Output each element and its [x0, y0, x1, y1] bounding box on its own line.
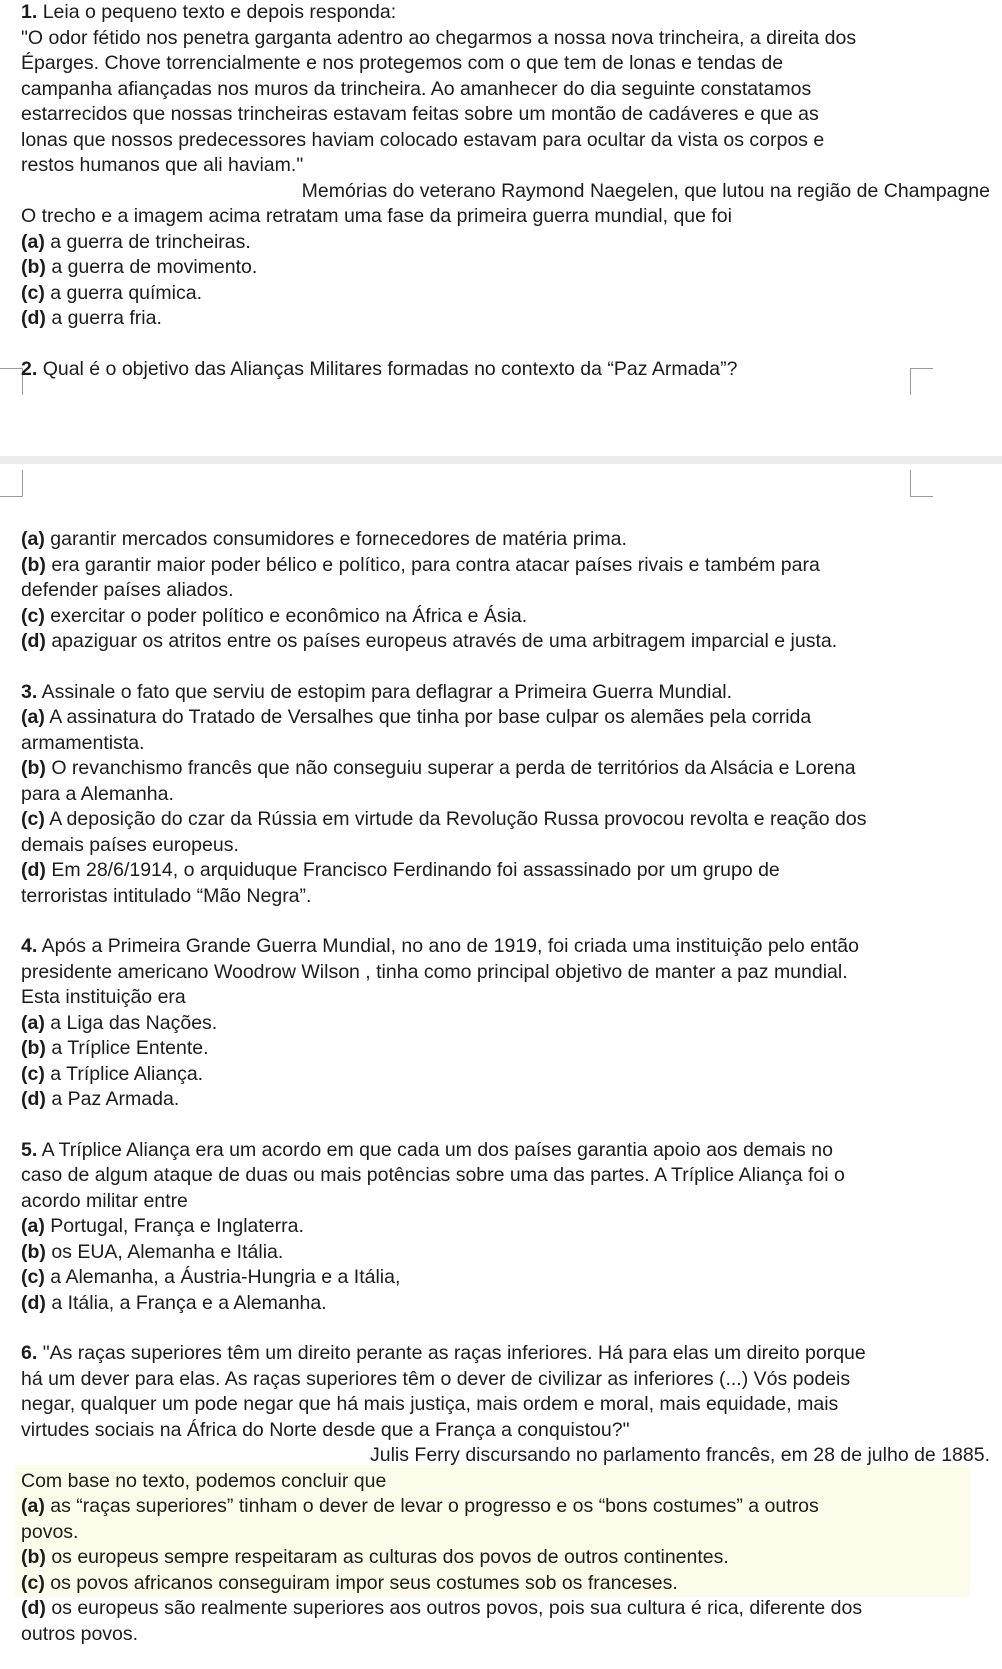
option-d[interactable]	[21, 306, 994, 332]
question-3	[21, 680, 994, 910]
question-prompt: A Tríplice Aliança era um acordo em que cada um dos países garantia apoio aos demais no	[41, 1138, 833, 1161]
option-text: a guerra de movimento.	[51, 256, 258, 278]
question-prompt-line: presidente americano Woodrow Wilson , tinha como principal objetivo de manter a paz mundial.	[21, 960, 848, 983]
option-letter: (c)	[21, 604, 45, 627]
option-text: A deposição do czar da Rússia em virtude da Revolução Russa provocou revolta e reação dos	[49, 808, 867, 830]
option-text: a guerra de trincheiras.	[50, 230, 251, 253]
option-c[interactable]	[21, 1062, 994, 1088]
option-letter: (a)	[21, 1011, 45, 1034]
question-prompt-line: acordo militar entre	[21, 1189, 188, 1212]
option-text-continued: povos.	[21, 1520, 79, 1543]
option-letter: (b)	[21, 256, 46, 278]
quote-line: lonas que nossos predecessores haviam colocado estavam para ocultar da vista os corpos e	[21, 128, 825, 151]
question-5	[21, 1138, 994, 1317]
option-b[interactable]	[21, 1036, 994, 1062]
question-number: 3.	[21, 680, 38, 703]
option-text-continued: armamentista.	[21, 731, 145, 754]
option-a[interactable]	[21, 705, 994, 731]
quote-line: negar, qualquer um pode negar que há mais justiça, mais ordem e moral, mais equidade, mais	[21, 1393, 839, 1415]
option-text: garantir mercados consumidores e fornecedores de matéria prima.	[50, 528, 627, 550]
option-c[interactable]	[21, 281, 994, 307]
question-number: 5.	[21, 1138, 38, 1161]
option-letter: (b)	[21, 1240, 46, 1263]
option-b[interactable]	[21, 756, 994, 782]
option-letter: (b)	[21, 757, 46, 779]
option-b[interactable]	[21, 1240, 994, 1266]
worksheet-part-1	[21, 0, 994, 382]
quote-line: "As raças superiores têm um direito perante as raças inferiores. Há para elas um direito porque	[42, 1342, 866, 1364]
question-2-options	[21, 527, 994, 655]
option-a[interactable]	[21, 1494, 994, 1520]
question-prompt-line: Esta instituição era	[21, 986, 186, 1008]
option-text: Em 28/6/1914, o arquiduque Francisco Ferdinando foi assassinado por um grupo de	[51, 859, 780, 881]
question-number: 6.	[21, 1342, 38, 1364]
option-text-continued: terroristas intitulado “Mão Negra”.	[21, 884, 312, 907]
option-c[interactable]	[21, 807, 994, 833]
option-letter: (b)	[21, 553, 46, 576]
question-prompt: Após a Primeira Grande Guerra Mundial, no ano de 1919, foi criada uma instituição pelo então	[41, 935, 859, 957]
question-1	[21, 0, 994, 332]
question-6	[21, 1341, 994, 1647]
option-text: os europeus são realmente superiores aos outros povos, pois sua cultura é rica, diferente dos	[51, 1597, 863, 1619]
option-text: a Tríplice Entente.	[51, 1037, 209, 1059]
option-a[interactable]	[21, 230, 994, 256]
option-text-continued: demais países europeus.	[21, 833, 239, 856]
quote-line: virtudes sociais na África do Norte desde que a França a conquistou?"	[21, 1418, 630, 1441]
question-number: 1.	[21, 1, 38, 23]
option-letter: (d)	[21, 859, 46, 881]
option-text: a Tríplice Aliança.	[50, 1062, 204, 1085]
question-prompt: Com base no texto, podemos concluir que	[21, 1469, 387, 1492]
worksheet-part-2	[21, 527, 994, 1647]
option-letter: (a)	[21, 528, 45, 550]
option-text-continued: para a Alemanha.	[21, 782, 174, 805]
option-letter: (b)	[21, 1546, 46, 1568]
question-number: 2.	[21, 357, 38, 380]
option-a[interactable]	[21, 1011, 994, 1037]
option-letter: (d)	[21, 1291, 46, 1314]
option-letter: (d)	[21, 1088, 46, 1110]
option-text: a Alemanha, a Áustria-Hungria e a Itália,	[50, 1266, 401, 1288]
option-text: era garantir maior poder bélico e político, para contra atacar países rivais e também para	[51, 553, 820, 576]
option-text-continued: outros povos.	[21, 1622, 139, 1645]
option-letter: (d)	[21, 307, 46, 329]
option-text: as “raças superiores” tinham o dever de levar o progresso e os “bons costumes” a outros	[50, 1495, 819, 1517]
option-a[interactable]	[21, 1214, 994, 1240]
question-prompt: Qual é o objetivo das Alianças Militares formadas no contexto da “Paz Armada”?	[42, 357, 738, 380]
page-divider	[0, 456, 1002, 464]
quote-line: "O odor fétido nos penetra garganta adentro ao chegarmos a nossa nova trincheira, a direita dos	[21, 26, 857, 49]
option-letter: (b)	[21, 1037, 46, 1059]
option-text-continued: defender países aliados.	[21, 579, 234, 601]
option-a[interactable]	[21, 527, 994, 553]
option-letter: (a)	[21, 230, 45, 253]
option-text: a guerra química.	[50, 281, 203, 304]
option-letter: (c)	[21, 808, 45, 830]
option-c[interactable]	[21, 1571, 994, 1597]
question-prompt: Assinale o fato que serviu de estopim para deflagrar a Primeira Guerra Mundial.	[41, 680, 733, 703]
question-text: Leia o pequeno texto e depois responda:	[42, 1, 397, 23]
question-4	[21, 934, 994, 1113]
option-letter: (c)	[21, 1266, 45, 1288]
question-prompt-line: caso de algum ataque de duas ou mais potências sobre uma das partes. A Tríplice Aliança foi o	[21, 1164, 845, 1186]
option-text: os EUA, Alemanha e Itália.	[51, 1240, 284, 1263]
crop-corner-bottom-left	[0, 470, 23, 497]
option-text: a Paz Armada.	[51, 1088, 180, 1110]
option-d[interactable]	[21, 1596, 994, 1622]
crop-corner-top-left	[0, 368, 23, 395]
quote-line: Éparges. Chove torrencialmente e nos protegemos com o que tem de lonas e tendas de	[21, 52, 784, 74]
quote-line: estarrecidos que nossas trincheiras estavam feitas sobre um montão de cadáveres e que as	[21, 103, 819, 125]
option-c[interactable]	[21, 604, 994, 630]
option-letter: (a)	[21, 1215, 45, 1237]
option-b[interactable]	[21, 255, 994, 281]
option-text: exercitar o poder político e econômico na África e Ásia.	[50, 604, 528, 627]
option-text: os povos africanos conseguiram impor seus costumes sob os franceses.	[50, 1571, 678, 1594]
quote-line: restos humanos que ali haviam."	[21, 154, 304, 176]
option-text: Portugal, França e Inglaterra.	[50, 1215, 304, 1237]
option-d[interactable]	[21, 1087, 994, 1113]
option-d[interactable]	[21, 629, 994, 655]
question-2-header	[21, 357, 994, 383]
quote-attribution: Memórias do veterano Raymond Naegelen, que lutou na região de Champagne	[301, 179, 990, 202]
option-letter: (c)	[21, 281, 45, 304]
option-letter: (d)	[21, 1597, 46, 1619]
option-text: O revanchismo francês que não conseguiu superar a perda de territórios da Alsácia e Lorena	[51, 757, 856, 779]
option-letter: (a)	[21, 706, 45, 728]
option-b[interactable]	[21, 1545, 994, 1571]
option-letter: (d)	[21, 630, 46, 652]
option-text: A assinatura do Tratado de Versalhes que tinha por base culpar os alemães pela corrida	[49, 706, 812, 728]
option-text: a Itália, a França e a Alemanha.	[51, 1291, 327, 1314]
option-b[interactable]	[21, 553, 994, 579]
quote-line: há um dever para elas. As raças superiores têm o dever de civilizar as inferiores (...) Vós podeis	[21, 1367, 851, 1390]
quote-attribution: Julis Ferry discursando no parlamento francês, em 28 de julho de 1885.	[369, 1444, 990, 1466]
option-d[interactable]	[21, 1291, 994, 1317]
question-number: 4.	[21, 935, 38, 957]
option-text: os europeus sempre respeitaram as culturas dos povos de outros continentes.	[51, 1546, 729, 1568]
option-letter: (c)	[21, 1571, 45, 1594]
option-text: a Liga das Nações.	[50, 1011, 218, 1034]
option-text: apaziguar os atritos entre os países europeus através de uma arbitragem imparcial e justa.	[51, 630, 838, 652]
quote-line: campanha afiançadas nos muros da trincheira. Ao amanhecer do dia seguinte constatamos	[21, 77, 812, 100]
option-c[interactable]	[21, 1265, 994, 1291]
option-text: a guerra fria.	[51, 307, 162, 329]
crop-corner-bottom-right	[910, 470, 933, 497]
option-letter: (a)	[21, 1495, 45, 1517]
question-prompt: O trecho e a imagem acima retratam uma fase da primeira guerra mundial, que foi	[21, 205, 732, 227]
option-d[interactable]	[21, 858, 994, 884]
option-letter: (c)	[21, 1062, 45, 1085]
